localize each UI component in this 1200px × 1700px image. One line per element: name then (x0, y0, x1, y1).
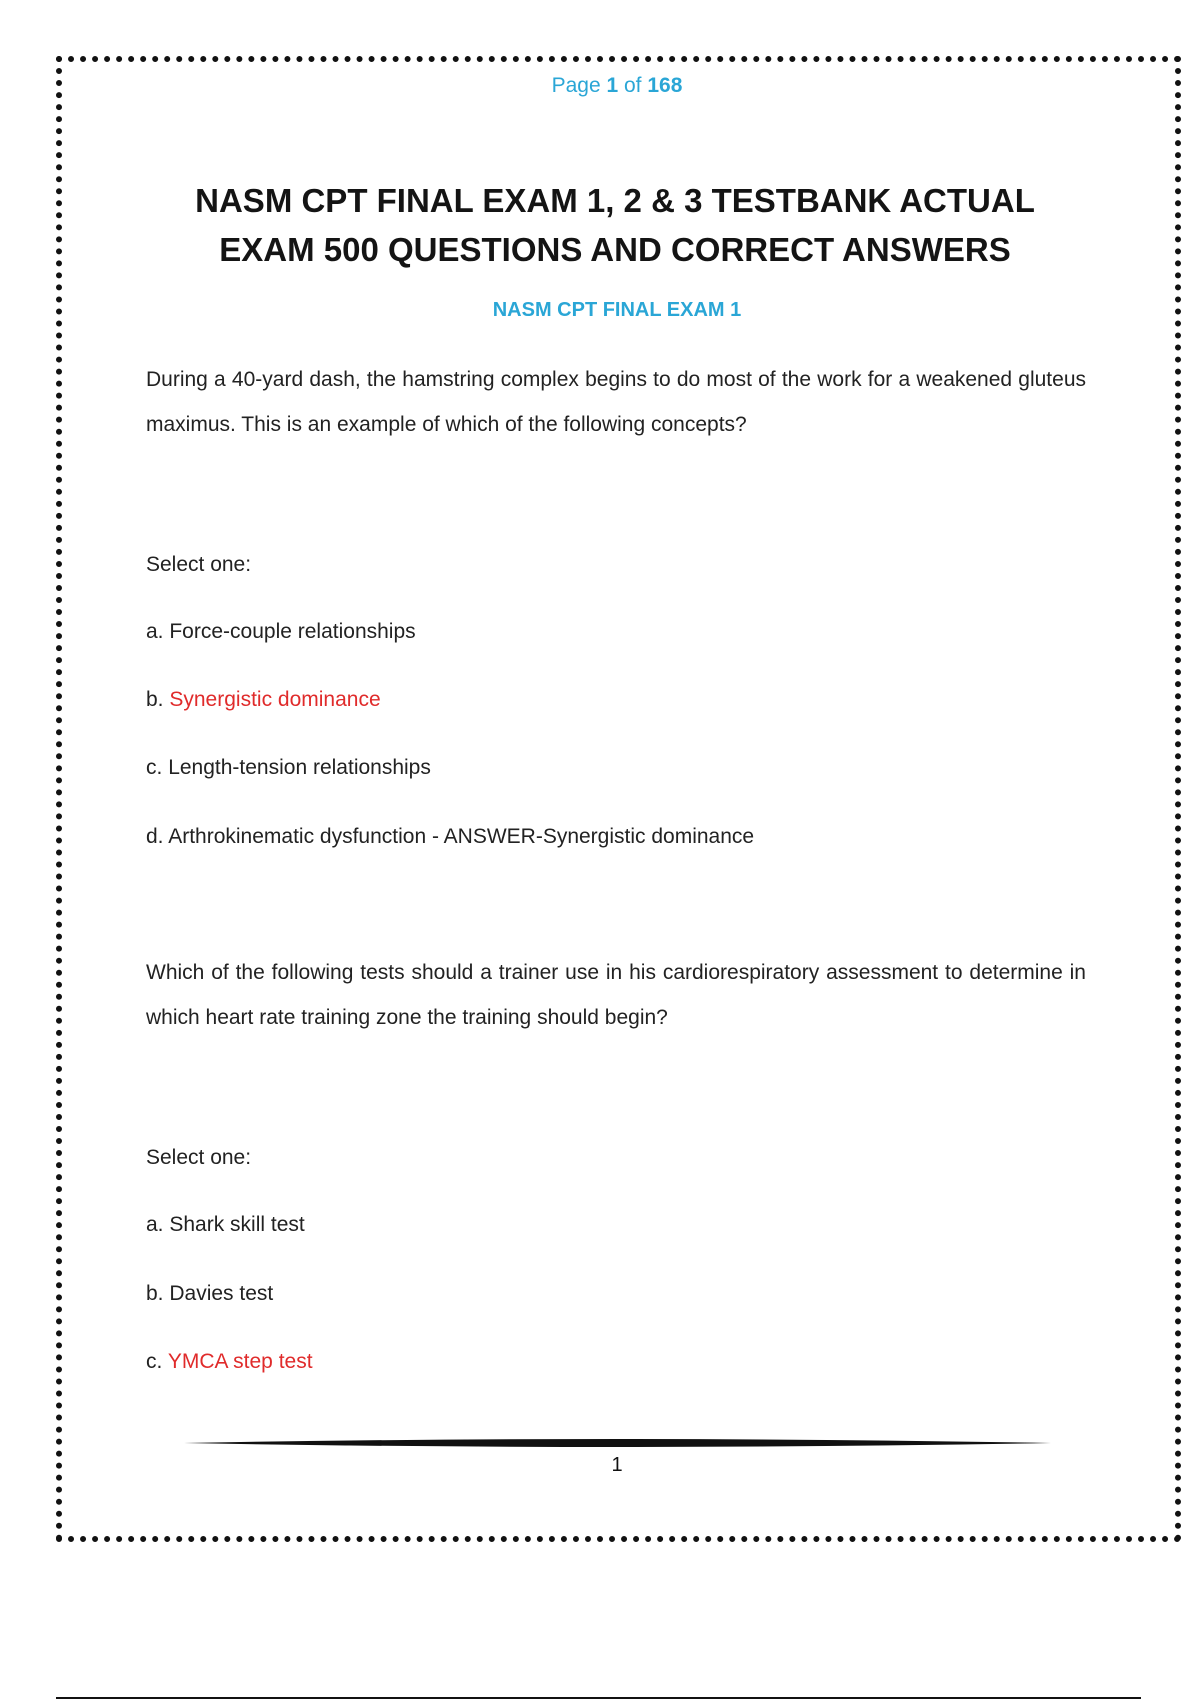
current-page-number: 1 (606, 74, 619, 97)
option-text: Length-tension relationships (168, 756, 431, 779)
question-1-prompt: Select one: (146, 553, 252, 576)
document-title-line-1: NASM CPT FINAL EXAM 1, 2 & 3 TESTBANK ACTUAL (195, 182, 1035, 219)
option-text-correct: YMCA step test (167, 1350, 313, 1373)
page-prefix: Page (551, 74, 601, 97)
question-2-option-c (146, 1349, 313, 1375)
option-text: Davies test (169, 1282, 274, 1305)
option-letter: a. (146, 620, 164, 643)
footer-divider (184, 1437, 1051, 1449)
page-counter (0, 74, 1200, 98)
option-letter: c. (146, 1350, 163, 1373)
question-2-prompt: Select one: (146, 1146, 252, 1169)
option-letter: a. (146, 1213, 164, 1236)
total-pages-number: 168 (647, 74, 683, 97)
page-of-label: of (624, 74, 642, 97)
option-text: Arthrokinematic dysfunction - ANSWER-Synergistic dominance (168, 825, 755, 848)
section-title: NASM CPT FINAL EXAM 1 (492, 299, 742, 321)
question-1-text: During a 40-yard dash, the hamstring complex begins to do most of the work for a weakened gluteus maximus. This is an example of which of the following concepts? (146, 368, 1086, 436)
bottom-divider (56, 1697, 1141, 1699)
question-1-option-d (146, 824, 754, 850)
option-text: Shark skill test (169, 1213, 305, 1236)
option-text-correct: Synergistic dominance (169, 688, 381, 711)
document-title (130, 176, 1100, 274)
question-2-option-b (146, 1281, 273, 1307)
option-letter: b. (146, 1282, 164, 1305)
question-1-option-c (146, 755, 431, 781)
question-1-option-a (146, 619, 416, 645)
question-1-option-b (146, 687, 381, 713)
option-letter: b. (146, 688, 164, 711)
page-border (56, 56, 1181, 1542)
option-letter: d. (146, 825, 164, 848)
option-text: Force-couple relationships (169, 620, 416, 643)
question-2-option-a (146, 1212, 305, 1238)
document-title-line-2: EXAM 500 QUESTIONS AND CORRECT ANSWERS (219, 231, 1011, 268)
footer-page-number: 1 (611, 1454, 623, 1476)
option-letter: c. (146, 756, 163, 779)
question-2-text: Which of the following tests should a trainer use in his cardiorespiratory assessment to determine in which heart rate training zone the training should begin? (146, 961, 1086, 1029)
